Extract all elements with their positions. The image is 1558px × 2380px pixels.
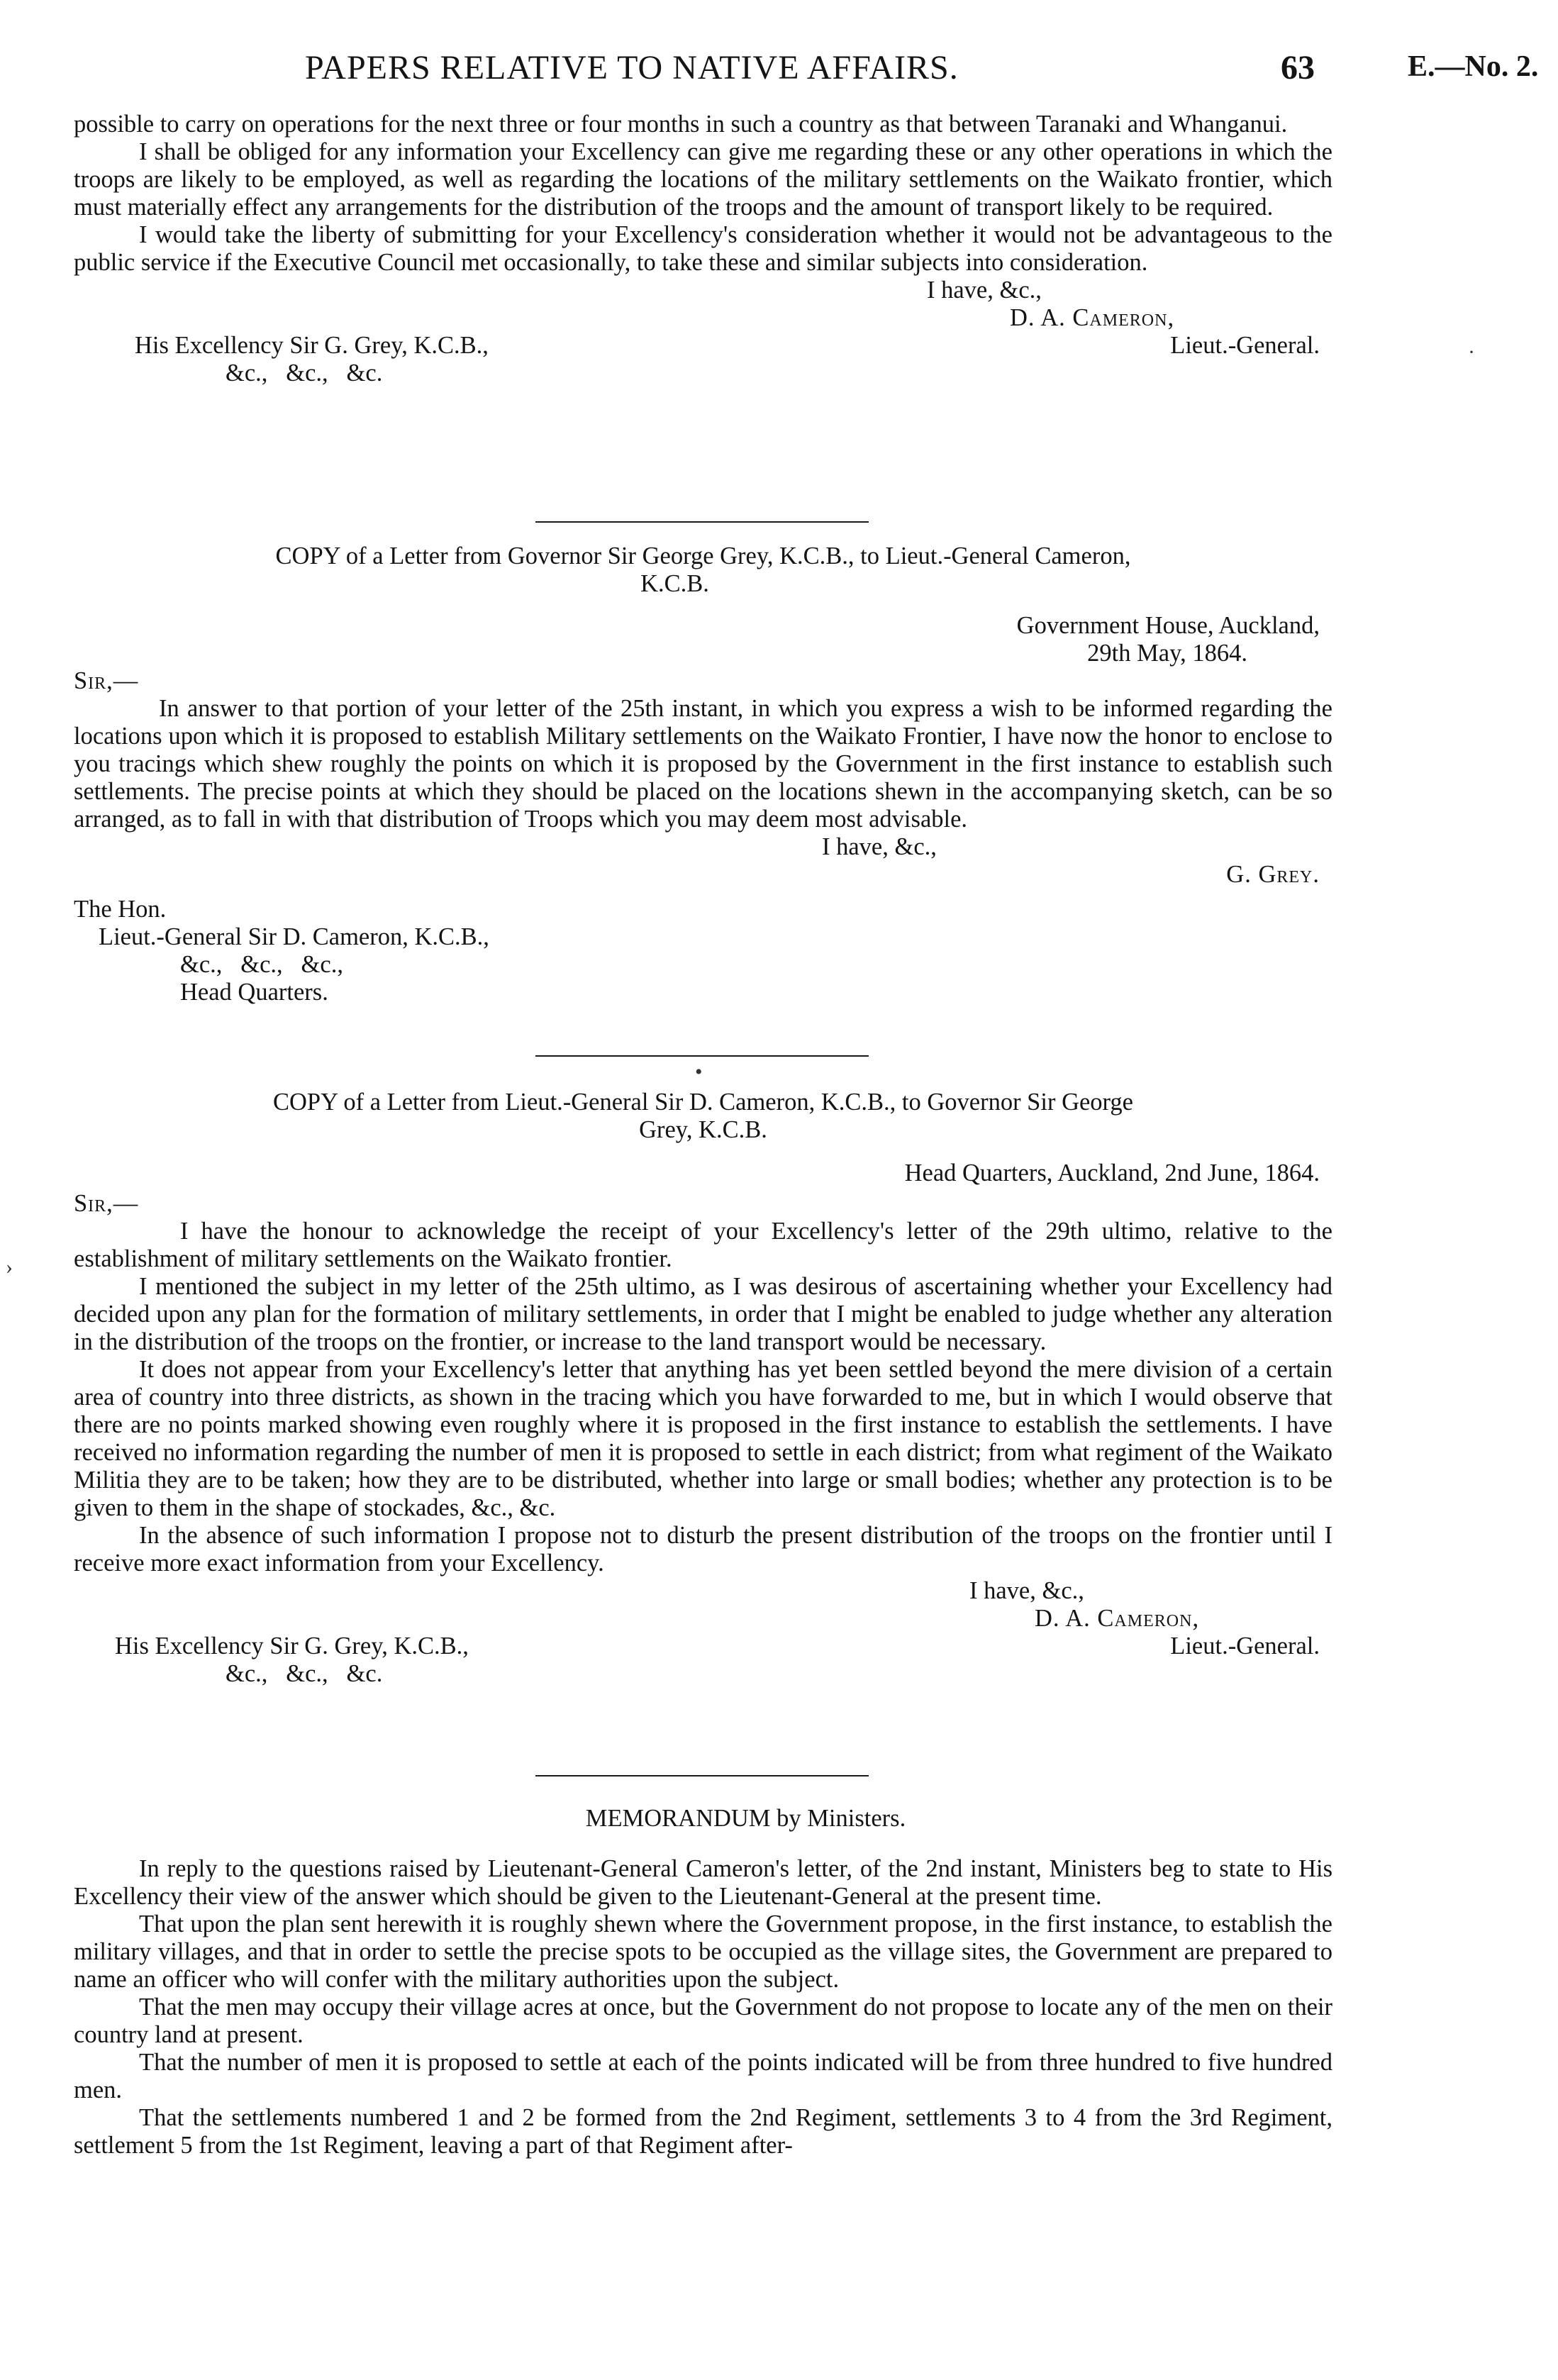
closing: I have, &c., (822, 833, 937, 860)
divider (535, 521, 869, 523)
paragraph: possible to carry on operations for the next three or four months in such a country as that between Taranaki and Whanganui. (74, 111, 1288, 138)
margin-mark: • (695, 1060, 703, 1084)
closing: I have, &c., (927, 277, 1042, 304)
etc-line: &c., &c., &c. (226, 1660, 383, 1687)
addressee: His Excellency Sir G. Grey, K.C.B., (135, 332, 489, 359)
paragraph: I would take the liberty of submitting for your Excellency's consideration whether it would not be advantageous to the public service if the Executive Council met occasionally, to take these and similar subjects into consideration. (74, 221, 1332, 276)
address-line: Lieut.-General Sir D. Cameron, K.C.B., (99, 923, 489, 950)
salutation: Sir,— (74, 667, 139, 694)
margin-mark: › (6, 1255, 13, 1279)
paragraph: That the number of men it is proposed to settle at each of the points indicated will be from three hundred to five hundred men. (74, 2049, 1332, 2103)
letter-heading: COPY of a Letter from Lieut.-General Sir D. Cameron, K.C.B., to Governor Sir George (273, 1089, 1133, 1116)
divider (535, 1775, 869, 1776)
signature: D. A. Cameron, (1010, 304, 1175, 331)
paragraph: That upon the plan sent herewith it is roughly shewn where the Government propose, in the first instance, to establish the military villages, and that in order to settle the precise spots to be occupied as the village sites, the Government are prepared to name an officer who will confer with the military authorities upon the subject. (74, 1911, 1332, 1993)
paragraph: It does not appear from your Excellency's letter that anything has yet been settled beyond the mere division of a certain area of country into three districts, as shown in the tracing which you have forwarded to me, but in which I would observe that there are no points marked showing even roughly where it is proposed in the first instance to establish the settlements. I have received no information regarding the number of men it is proposed to settle in each district; from what regiment of the Waikato Militia they are to be taken; how they are to be distributed, whether into large or small bodies; whether any protection is to be given to them in the shape of stockades, &c., &c. (74, 1356, 1332, 1521)
closing: I have, &c., (969, 1577, 1084, 1604)
memorandum (74, 1805, 1332, 2159)
paragraph: That the men may occupy their village acres at once, but the Government do not propose to locate any of the men on their country land at present. (74, 1993, 1332, 2048)
heading-line: COPY of a Letter from Governor Sir George Grey, K.C.B., to Lieut.-General Cameron, (275, 543, 1131, 569)
rank: Lieut.-General. (1170, 1633, 1320, 1659)
margin-mark: · (1468, 340, 1475, 364)
letter-cameron-continuation (74, 111, 1332, 387)
running-title: PAPERS RELATIVE TO NATIVE AFFAIRS. (305, 49, 959, 87)
signature: G. Grey. (1226, 861, 1320, 888)
signature: D. A. Cameron, (1035, 1605, 1200, 1632)
address-line: The Hon. (74, 896, 167, 923)
salutation: Sir,— (74, 1190, 139, 1217)
address-line: &c., &c., &c., (180, 951, 343, 978)
paragraph: I shall be obliged for any information your Excellency can give me regarding these or any other operations in which the troops are likely to be employed, as well as regarding the locations of the military settlements on the Waikato frontier, which must materially effect any arrangements for the distribution of the troops and the amount of transport likely to be required. (74, 138, 1332, 221)
paragraph: I mentioned the subject in my letter of the 25th ultimo, as I was desirous of ascertaining whether your Excellency had decided upon any plan for the formation of military settlements, in order that I might be enabled to judge whether any alteration in the distribution of the troops on the frontier, or increase to the land transport would be necessary. (74, 1273, 1332, 1355)
letter-cameron (74, 1089, 1332, 1688)
letter-grey (74, 543, 1332, 1006)
date: 29th May, 1864. (1087, 640, 1247, 667)
rank: Lieut.-General. (1170, 332, 1320, 359)
paragraph: That the settlements numbered 1 and 2 be formed from the 2nd Regiment, settlements 3 to 4 from the 3rd Regiment, settlement 5 from the 1st Regiment, leaving a part of that Regiment after- (74, 2104, 1332, 2159)
paragraph: I have the honour to acknowledge the receipt of your Excellency's letter of the 29th ultimo, relative to the establishment of military settlements on the Waikato frontier. (74, 1218, 1332, 1272)
memo-heading: MEMORANDUM by Ministers. (585, 1805, 906, 1832)
divider (535, 1055, 869, 1057)
paragraph: In the absence of such information I propose not to disturb the present distribution of the troops on the frontier until I receive more exact information from your Excellency. (74, 1522, 1332, 1577)
letter-heading (74, 543, 1332, 570)
addressee: His Excellency Sir G. Grey, K.C.B., (115, 1633, 469, 1659)
etc-line: &c., &c., &c. (226, 360, 383, 387)
page-number: 63 (1281, 49, 1315, 87)
place: Government House, Auckland, (1016, 612, 1320, 639)
letter-body: In answer to that portion of your letter of the 25th instant, in which you express a wish to be informed regarding the locations upon which it is proposed to establish Military settlements on the Waikato Frontier, I have now the honor to enclose to you tracings which shew roughly the points on which it is proposed by the Government in the first instance to establish such settlements. The precise points at which they should be placed on the locations shewn in the accompanying sketch, can be so arranged, as to fall in with that distribution of Troops which you may deem most advisable. (74, 695, 1332, 833)
letter-heading-cont: K.C.B. (640, 570, 709, 597)
address-line: Head Quarters. (180, 979, 328, 1006)
document-reference: E.—No. 2. (1408, 50, 1539, 83)
place-date: Head Quarters, Auckland, 2nd June, 1864. (904, 1160, 1320, 1186)
paragraph: In reply to the questions raised by Lieutenant-General Cameron's letter, of the 2nd instant, Ministers beg to state to His Excellency their view of the answer which should be given to the Lieutenant-General at the present time. (74, 1855, 1332, 1910)
letter-heading-cont: Grey, K.C.B. (639, 1116, 767, 1143)
